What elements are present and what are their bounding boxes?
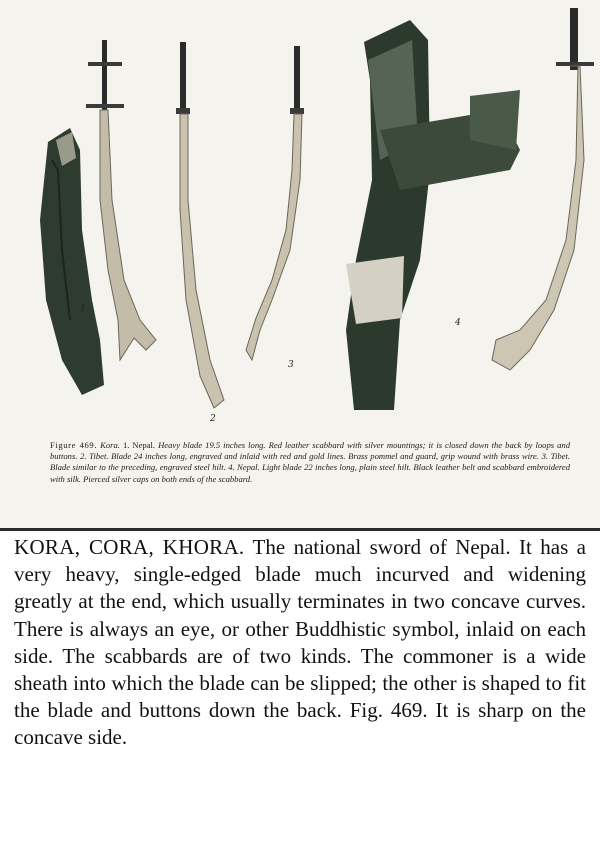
caption-lead: 1. Nepal. [122,440,156,450]
sword-6-image [492,8,594,370]
figure-number-4: 4 [455,318,461,328]
dictionary-entry [14,534,586,752]
caption-title: Kora. [100,440,120,450]
figure-number-3: 3 [288,360,294,370]
section-divider [0,528,600,531]
figure-number-2: 2 [210,414,216,424]
scabbard-1-image [40,128,104,395]
caption-figure-label: Figure 469. [50,440,98,450]
entry-headword: KORA, CORA, KHORA. [14,535,245,559]
entry-body: The national sword of Nepal. It has a very heavy, single-edged blade much incurved and widening greatly at the end, which usually terminates in two concave curves. There is always an eye, or other Buddhistic symbol, inlaid on each side. The scabbards are of two kinds. The commoner is a wide sheath into which the blade can be slipped; the other is shaped to fit the blade and buttons down the back. Fig. 469. It is sharp on the concave side. [14,535,586,750]
sword-3-image [176,42,224,408]
figure-caption [50,440,570,485]
caption-text: Heavy blade 19.5 inches long. Red leather scabbard with silver mountings; it is closed down the back by loops and buttons. 2. Tibet. Blade 24 inches long, engraved and inlaid with red and gold lines. Brass pommel and guard, grip wound with brass wire. 3. Tibet. Blade similar to the preceding, engraved steel hilt. 4. Nepal. Light blade 22 inches long, plain steel hilt. Black leather belt and scabbard embroidered with silk. Pierced silver caps on both ends of the scabbard. [50,440,571,484]
figure-number-1: 1 [80,304,86,314]
sword-4-image [246,46,304,360]
sword-2-image [86,40,156,360]
